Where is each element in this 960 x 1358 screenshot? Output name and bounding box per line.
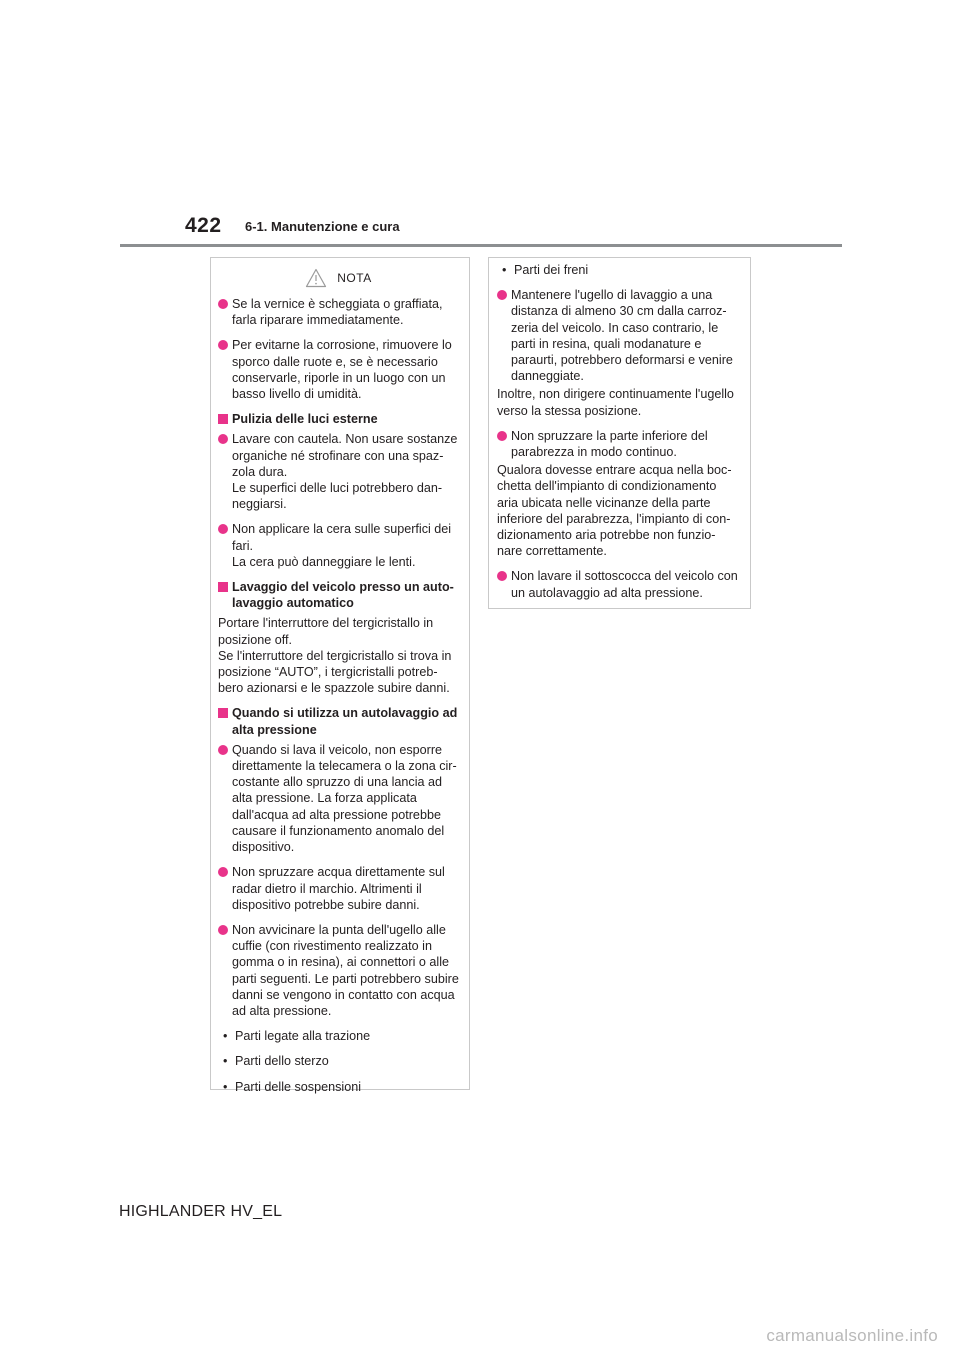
list-item — [497, 568, 740, 600]
nota-box-left — [210, 257, 470, 1094]
bullet-text: Mantenere l'ugello di lavaggio a una distanza di almeno 30 cm dalla carroz-zeria del veicolo. In caso contrario, le parti in resina, quali modanature e paraurti, potrebbero deformarsi e venire danneggiate. — [511, 288, 733, 384]
bullet-line: La cera può danneggiare le lenti. — [232, 554, 416, 569]
bullet-line: Lavare con cautela. Non usare sostanze organiche né strofinare con una spaz-zola dura. — [232, 432, 458, 479]
square-bullet-icon — [218, 582, 228, 592]
bullet-icon — [218, 867, 228, 877]
list-item — [497, 428, 740, 460]
bullet-text — [232, 521, 459, 570]
section-heading — [218, 705, 459, 737]
sub-item-text: Parti delle sospensioni — [235, 1079, 362, 1094]
bullet-icon — [497, 290, 507, 300]
nota-box-right — [488, 257, 751, 609]
footer-model-name: HIGHLANDER HV_EL — [119, 1203, 283, 1220]
bullet-icon — [497, 571, 507, 581]
paragraph: Qualora dovesse entrare acqua nella boc-chetta dell'impianto di condizionamento aria ubicata nelle vicinanze della parte inferiore del parabrezza, l'impianto di con-dizionamento aria potrebbe non funzio-nare correttamente. — [497, 463, 732, 559]
section-heading — [218, 411, 459, 427]
paragraph-line: Portare l'interruttore del tergicristallo in posizione off. — [218, 616, 434, 647]
sub-list-item — [218, 1028, 459, 1044]
list-item — [218, 742, 459, 855]
section-title: 6-1. Manutenzione e cura — [245, 219, 400, 234]
small-bullet-icon: • — [223, 1054, 228, 1069]
heading-text: Quando si utilizza un autolavaggio ad alta pressione — [232, 706, 458, 737]
bullet-text: Non spruzzare la parte inferiore del parabrezza in modo continuo. — [511, 428, 708, 460]
bullet-line: Le superfici delle luci potrebbero dan-neggiarsi. — [232, 481, 443, 512]
bullet-text: Non lavare il sottoscocca del veicolo con un autolavaggio ad alta pressione. — [511, 569, 738, 600]
square-bullet-icon — [218, 708, 228, 718]
bullet-text: Per evitarne la corrosione, rimuovere lo sporco dalle ruote e, se è necessario conservarle, riporle in un luogo con un basso livello di umidità. — [232, 338, 452, 402]
sub-item-text: Parti legate alla trazione — [235, 1029, 371, 1044]
sub-item-text: Parti dello sterzo — [235, 1054, 329, 1069]
list-item — [497, 287, 740, 384]
bullet-text: Quando si lava il veicolo, non esporre direttamente la telecamera o la zona cir-costante allo spruzzo di una lancia ad alta pressione. La forza applicata dall'acqua ad alta pressione potrebbe causare il funzionamento anomalo del dispositivo. — [232, 742, 457, 855]
list-item — [218, 521, 459, 570]
heading-text: Pulizia delle luci esterne — [232, 412, 378, 427]
heading-text: Lavaggio del veicolo presso un auto-lavaggio automatico — [232, 580, 454, 611]
sub-item-text: Parti dei freni — [514, 263, 589, 277]
bullet-icon — [218, 925, 228, 935]
list-item — [218, 296, 459, 328]
bullet-text: Se la vernice è scheggiata o graffiata, farla riparare immediatamente. — [232, 297, 443, 328]
list-item — [218, 431, 459, 512]
page-number: 422 — [185, 214, 222, 237]
nota-label: NOTA — [337, 271, 372, 285]
small-bullet-icon: • — [223, 1029, 228, 1044]
bullet-text: Non avvicinare la punta dell'ugello alle cuffie (con rivestimento realizzato in gomma o in resina), ai connettori o alle parti seguenti. Le parti potrebbero subire danni se vengono in contatto con acqua ad alta pressione. — [232, 922, 459, 1018]
section-heading — [218, 579, 459, 611]
sub-list-item — [497, 262, 740, 278]
bullet-icon — [218, 745, 228, 755]
bullet-line: Non applicare la cera sulle superfici dei fari. — [232, 522, 452, 553]
list-item — [218, 922, 459, 1019]
watermark: carmanualsonline.info — [766, 1326, 938, 1345]
paragraph — [218, 615, 459, 696]
paragraph: Inoltre, non dirigere continuamente l'ugello verso la stessa posizione. — [497, 387, 734, 418]
small-bullet-icon: • — [223, 1079, 228, 1094]
square-bullet-icon — [218, 414, 228, 424]
bullet-icon — [497, 431, 507, 441]
list-item — [218, 864, 459, 913]
small-bullet-icon: • — [502, 263, 507, 277]
bullet-icon — [218, 340, 228, 350]
bullet-icon — [218, 434, 228, 444]
bullet-icon — [218, 299, 228, 309]
list-item — [218, 337, 459, 402]
sub-list-item — [218, 1053, 459, 1069]
header-rule — [120, 244, 842, 247]
bullet-icon — [218, 524, 228, 534]
bullet-text: Non spruzzare acqua direttamente sul radar dietro il marchio. Altrimenti il dispositivo potrebbe subire danni. — [232, 865, 445, 912]
warning-triangle-icon — [305, 268, 327, 288]
sub-list-item — [218, 1079, 459, 1095]
bullet-text — [232, 431, 459, 512]
paragraph-line: Se l'interruttore del tergicristallo si trova in posizione “AUTO”, i tergicristalli potreb-bero azionarsi e le spazzole subire danni. — [218, 648, 452, 696]
nota-header — [218, 264, 459, 292]
